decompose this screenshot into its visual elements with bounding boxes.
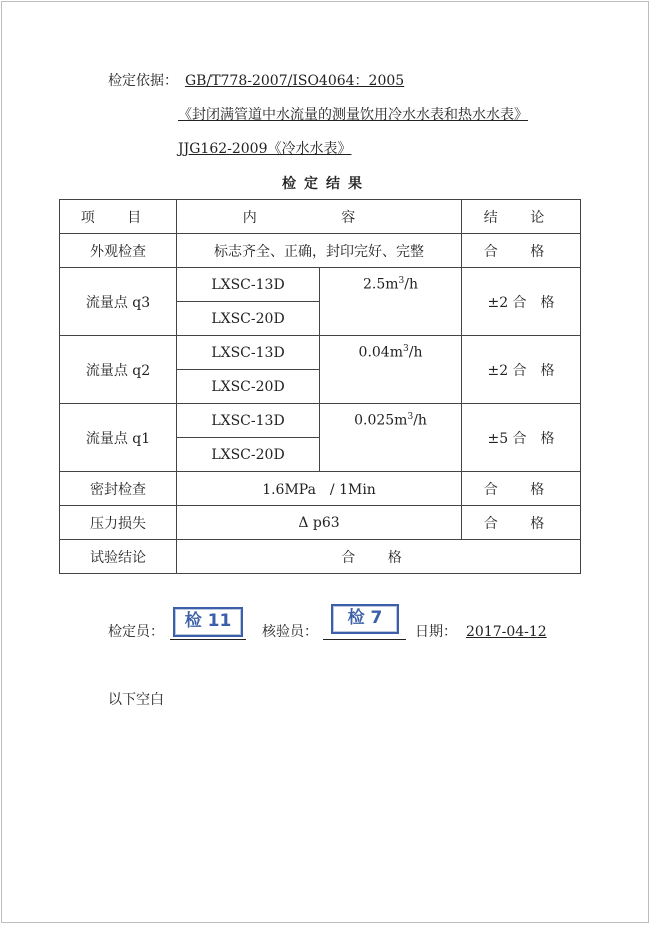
- checker-label: 核验员：: [262, 624, 318, 640]
- appearance-conclusion: 合 格: [462, 234, 581, 268]
- q2-model-a: LXSC-13D: [177, 336, 320, 370]
- seal-item: 密封检查: [60, 472, 177, 506]
- footer-note: 以下空白: [108, 692, 164, 708]
- q3-model-b: LXSC-20D: [177, 302, 320, 336]
- verifier-label: 检定员：: [108, 624, 164, 640]
- q3-conclusion: ±2 合 格: [462, 268, 581, 336]
- q1-item: 流量点 q1: [60, 404, 177, 472]
- header-item: 项 目: [60, 200, 177, 234]
- basis-label: 检定依据：: [108, 73, 178, 89]
- q3-flow: $2.5m^3/h$: [320, 268, 462, 336]
- table-row: [60, 540, 581, 574]
- date-value: 2017-04-12: [466, 624, 547, 640]
- appearance-content: 标志齐全、正确，封印完好、完整: [177, 234, 462, 268]
- verifier-stamp: 检 11: [173, 607, 243, 637]
- test-item: 试验结论: [60, 540, 177, 574]
- seal-content: 1.6MPa / 1Min: [177, 472, 462, 506]
- q1-conclusion: ±5 合 格: [462, 404, 581, 472]
- result-title: 检定结果: [282, 176, 370, 192]
- q2-item: 流量点 q2: [60, 336, 177, 404]
- q3-model-a: LXSC-13D: [177, 268, 320, 302]
- basis-regulation: JJG162-2009《冷水水表》: [178, 141, 352, 157]
- table-row: [60, 234, 581, 268]
- pressure-conclusion: 合 格: [462, 506, 581, 540]
- appearance-item: 外观检查: [60, 234, 177, 268]
- basis-standard: GB/T778-2007/ISO4064：2005: [185, 73, 405, 89]
- seal-conclusion: 合 格: [462, 472, 581, 506]
- q1-model-b: LXSC-20D: [177, 438, 320, 472]
- verifier-signature-line: [170, 639, 246, 640]
- pressure-content: Δ p63: [177, 506, 462, 540]
- pressure-item: 压力损失: [60, 506, 177, 540]
- header-conclusion: 结 论: [462, 200, 581, 234]
- basis-standard-title: 《封闭满管道中水流量的测量饮用冷水水表和热水水表》: [178, 107, 528, 123]
- q1-model-a: LXSC-13D: [177, 404, 320, 438]
- q2-flow: $0.04m^3/h$: [320, 336, 462, 404]
- result-table: [59, 199, 581, 574]
- q2-model-b: LXSC-20D: [177, 370, 320, 404]
- q2-conclusion: ±2 合 格: [462, 336, 581, 404]
- q3-item: 流量点 q3: [60, 268, 177, 336]
- table-row: [60, 472, 581, 506]
- table-row: [60, 336, 581, 370]
- q1-flow: $0.025m^3/h$: [320, 404, 462, 472]
- table-header-row: [60, 200, 581, 234]
- test-content: 合 格: [177, 540, 581, 574]
- date-label: 日期：: [415, 624, 457, 640]
- table-row: [60, 506, 581, 540]
- checker-signature-line: [323, 639, 406, 640]
- table-row: [60, 268, 581, 302]
- table-row: [60, 404, 581, 438]
- checker-stamp: 检 7: [331, 604, 399, 634]
- header-content: 内 容: [177, 200, 462, 234]
